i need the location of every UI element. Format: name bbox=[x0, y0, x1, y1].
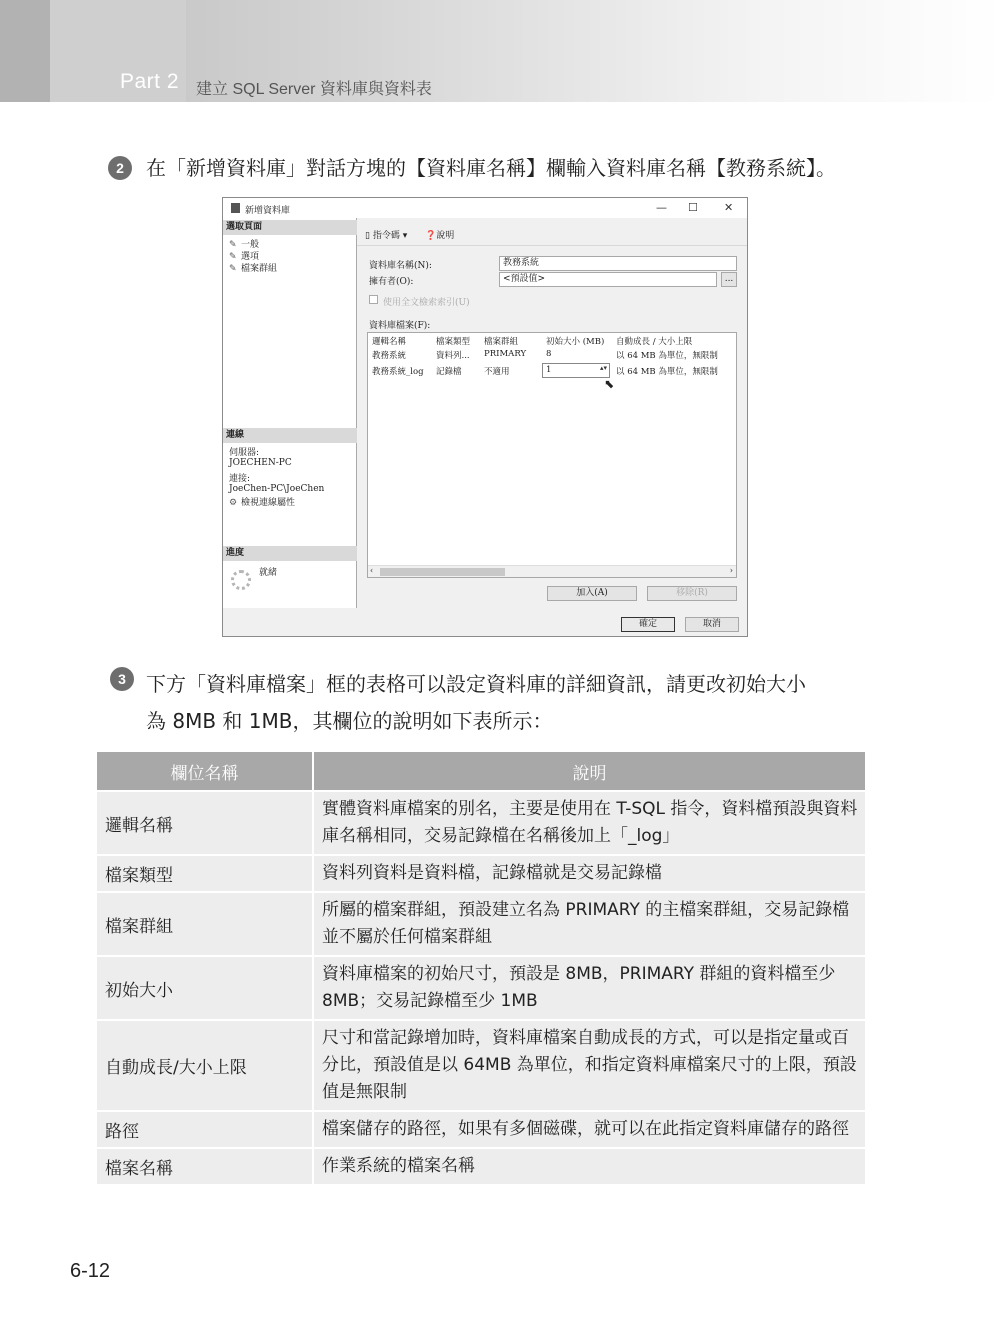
grid-cell: 記錄檔 bbox=[436, 367, 462, 377]
grid-cell: PRIMARY bbox=[484, 349, 527, 359]
grid-header-row bbox=[368, 333, 736, 348]
grid-header-cell: 邏輯名稱 bbox=[372, 337, 407, 347]
help-button[interactable] bbox=[425, 228, 454, 241]
db-files-grid[interactable] bbox=[367, 332, 737, 578]
page-options-label: 選項 bbox=[241, 252, 260, 262]
table-cell-field: 初始大小 bbox=[97, 955, 314, 1019]
table-cell-desc: 資料庫檔案的初始尺寸，預設是 8MB，PRIMARY 群組的資料檔至少 8MB；交易記錄檔至少 1MB bbox=[314, 955, 865, 1019]
horizontal-scrollbar[interactable] bbox=[368, 565, 736, 577]
db-name-label: 資料庫名稱(N): bbox=[369, 261, 432, 271]
grid-cell: 8 bbox=[546, 349, 552, 359]
left-pane bbox=[223, 218, 357, 608]
grid-row[interactable] bbox=[368, 347, 736, 362]
wrench-icon: ✎ bbox=[229, 240, 237, 250]
step-number-3: 3 bbox=[110, 667, 134, 691]
table-cell-field: 檔案名稱 bbox=[97, 1147, 314, 1184]
remove-button[interactable]: 移除(R) bbox=[647, 586, 737, 601]
new-database-dialog bbox=[222, 197, 748, 637]
help-icon: ❓ bbox=[425, 231, 437, 241]
progress-header: 進度 bbox=[223, 546, 357, 561]
grid-header-cell: 檔案群組 bbox=[484, 337, 519, 347]
grid-header-cell: 初始大小 (MB) bbox=[546, 337, 605, 347]
grid-header-cell: 檔案類型 bbox=[436, 337, 471, 347]
progress-status: 就緒 bbox=[259, 568, 278, 578]
grid-header-cell: 自動成長 / 大小上限 bbox=[616, 337, 693, 347]
scroll-right-icon[interactable]: › bbox=[729, 566, 733, 575]
table-cell-field: 檔案群組 bbox=[97, 891, 314, 955]
dialog-toolbar bbox=[357, 218, 748, 246]
table-row bbox=[97, 1147, 865, 1184]
view-connection-properties-link[interactable] bbox=[229, 498, 295, 508]
close-button[interactable]: ✕ bbox=[724, 201, 734, 214]
minimize-button[interactable]: — bbox=[656, 201, 667, 214]
page-filegroups[interactable] bbox=[229, 261, 277, 274]
grid-cell: 以 64 MB 為單位，無限制 bbox=[616, 351, 718, 361]
properties-icon: ⚙ bbox=[229, 498, 238, 508]
table-cell-desc: 檔案儲存的路徑，如果有多個磁碟，就可以在此指定資料庫儲存的路徑 bbox=[314, 1110, 865, 1147]
page-number: 6-12 bbox=[70, 1260, 111, 1282]
ok-button[interactable]: 確定 bbox=[621, 617, 675, 632]
add-button[interactable]: 加入(A) bbox=[547, 586, 637, 601]
table-header-field: 欄位名稱 bbox=[97, 752, 314, 790]
step3-line1: 下方「資料庫檔案」框的表格可以設定資料庫的詳細資訊，請更改初始大小 bbox=[146, 672, 806, 696]
table-cell-field: 檔案類型 bbox=[97, 854, 314, 891]
scroll-left-icon[interactable]: ‹ bbox=[370, 566, 374, 575]
table-cell-desc: 資料列資料是資料檔，記錄檔就是交易記錄檔 bbox=[314, 854, 865, 891]
initial-size-stepper[interactable]: 1 bbox=[542, 363, 610, 378]
scrollbar-thumb[interactable] bbox=[380, 568, 505, 576]
table-row bbox=[97, 1110, 865, 1147]
header-tab-dark bbox=[0, 0, 50, 102]
server-label: 伺服器: bbox=[229, 448, 260, 458]
step3-line2: 為 8MB 和 1MB，其欄位的說明如下表所示： bbox=[146, 709, 553, 733]
grid-row[interactable] bbox=[368, 363, 736, 378]
owner-browse-button[interactable]: ... bbox=[721, 272, 737, 287]
table-row bbox=[97, 790, 865, 854]
page-filegroups-label: 檔案群組 bbox=[241, 264, 278, 274]
table-cell-desc: 所屬的檔案群組，預設建立名為 PRIMARY 的主檔案群組，交易記錄檔並不屬於任何檔案群組 bbox=[314, 891, 865, 955]
table-cell-field: 自動成長/大小上限 bbox=[97, 1019, 314, 1110]
table-header-desc: 說明 bbox=[314, 752, 865, 790]
database-icon bbox=[231, 203, 240, 213]
grid-cell: 教務系統_log bbox=[372, 367, 424, 377]
wrench-icon: ✎ bbox=[229, 252, 237, 262]
script-button[interactable] bbox=[365, 228, 407, 241]
table-row bbox=[97, 955, 865, 1019]
fulltext-checkbox[interactable] bbox=[369, 295, 378, 304]
maximize-button[interactable]: ☐ bbox=[688, 201, 698, 214]
server-value: JOECHEN-PC bbox=[229, 458, 292, 468]
fulltext-label: 使用全文檢索索引(U) bbox=[383, 298, 470, 308]
grid-cell: 不適用 bbox=[484, 367, 510, 377]
chevron-down-icon: ▾ bbox=[402, 231, 408, 241]
table-header-row bbox=[97, 752, 865, 790]
script-icon: ▯ bbox=[365, 231, 373, 241]
db-files-label: 資料庫檔案(F): bbox=[369, 321, 431, 331]
grid-cell: 以 64 MB 為單位，無限制 bbox=[616, 367, 718, 377]
owner-input[interactable]: <預設值> bbox=[499, 272, 717, 287]
main-form bbox=[357, 246, 748, 608]
help-label: 說明 bbox=[436, 231, 455, 241]
step-number-2: 2 bbox=[108, 156, 132, 180]
table-cell-desc: 尺寸和當記錄增加時，資料庫檔案自動成長的方式，可以是指定量或百分比，預設值是以 64MB 為單位，和指定資料庫檔案尺寸的上限，預設值是無限制 bbox=[314, 1019, 865, 1110]
cancel-button[interactable]: 取消 bbox=[685, 617, 739, 632]
step2-text: 在「新增資料庫」對話方塊的【資料庫名稱】欄輸入資料庫名稱【教務系統】。 bbox=[146, 156, 836, 180]
dialog-title: 新增資料庫 bbox=[245, 206, 291, 216]
table-cell-field: 路徑 bbox=[97, 1110, 314, 1147]
connection-header: 連線 bbox=[223, 428, 357, 443]
table-row bbox=[97, 1019, 865, 1110]
table-row bbox=[97, 854, 865, 891]
table-row bbox=[97, 891, 865, 955]
grid-cell: 資料列... bbox=[436, 351, 470, 361]
table-cell-field: 邏輯名稱 bbox=[97, 790, 314, 854]
connection-value: JoeChen-PC\JoeChen bbox=[229, 484, 325, 494]
dialog-titlebar bbox=[223, 198, 747, 218]
view-connection-properties-label: 檢視連線屬性 bbox=[241, 498, 296, 508]
field-description-table bbox=[97, 752, 865, 1184]
stepper-arrows-icon[interactable]: ▴▾ bbox=[600, 364, 608, 372]
mouse-cursor-icon: ⬉ bbox=[604, 377, 615, 391]
part-label: Part 2 bbox=[120, 70, 180, 93]
script-label: 指令碼 bbox=[372, 231, 400, 241]
grid-cell: 教務系統 bbox=[372, 351, 407, 361]
db-name-input[interactable]: 教務系統 bbox=[499, 256, 737, 271]
connection-label: 連接: bbox=[229, 474, 251, 484]
progress-spinner-icon bbox=[231, 570, 251, 590]
page-general-label: 一般 bbox=[241, 240, 260, 250]
select-page-header: 選取頁面 bbox=[223, 220, 357, 235]
owner-label: 擁有者(O): bbox=[369, 277, 414, 287]
wrench-icon: ✎ bbox=[229, 264, 237, 274]
table-cell-desc: 實體資料庫檔案的別名，主要是使用在 T-SQL 指令，資料檔預設與資料庫名稱相同，交易記錄檔在名稱後加上「_log」 bbox=[314, 790, 865, 854]
table-cell-desc: 作業系統的檔案名稱 bbox=[314, 1147, 865, 1184]
chapter-title: 建立 SQL Server 資料庫與資料表 bbox=[196, 81, 432, 98]
